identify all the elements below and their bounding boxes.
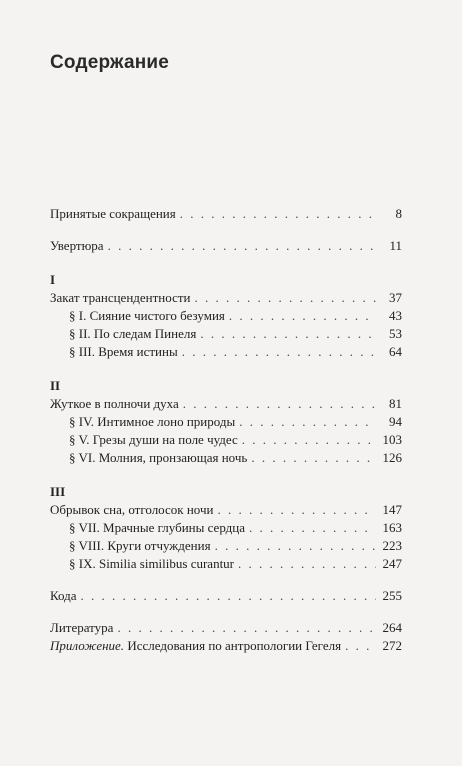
toc-page-number: 94 <box>389 414 402 429</box>
toc-entry-label: § II. По следам Пинеля <box>69 326 197 341</box>
leader-dots <box>242 431 376 449</box>
toc-entry-label: Литература <box>50 620 114 635</box>
toc-entry-section[interactable] <box>50 325 402 343</box>
leader-dots <box>81 587 376 605</box>
toc-page-number: 255 <box>382 588 402 603</box>
toc-entry-section[interactable] <box>50 537 402 555</box>
leader-dots <box>108 237 376 255</box>
toc-page-number: 163 <box>382 520 402 535</box>
leader-dots <box>117 619 376 637</box>
toc-entry-section[interactable] <box>50 449 402 467</box>
toc-entry-label: § IX. Similia similibus curantur <box>69 556 235 571</box>
toc-entry-label: Принятые сокращения <box>50 206 176 221</box>
toc-page-number: 223 <box>382 538 402 553</box>
part-heading: III <box>50 484 66 499</box>
appendix-prefix: Приложение. <box>50 638 125 653</box>
toc-page-number: 43 <box>389 308 402 323</box>
toc-entry-section[interactable] <box>50 555 402 573</box>
toc-entry-label: § IV. Интимное лоно природы <box>69 414 236 429</box>
part-heading: II <box>50 378 61 393</box>
toc-entry-label: § VI. Молния, пронзающая ночь <box>69 450 248 465</box>
toc-page-number: 37 <box>389 290 402 305</box>
toc-entry-section[interactable] <box>50 431 402 449</box>
leader-dots <box>238 555 376 573</box>
toc-entry-label: § I. Сияние чистого безумия <box>69 308 225 323</box>
leader-dots <box>183 395 376 413</box>
leader-dots <box>215 537 376 555</box>
toc-entry-appendix[interactable] <box>50 637 402 655</box>
toc-page-number: 11 <box>389 238 402 253</box>
appendix-title: Исследования по антропологии Гегеля <box>124 638 342 653</box>
toc-page-number: 81 <box>389 396 402 411</box>
toc-entry-label: § III. Время истины <box>69 344 178 359</box>
toc-entry-coda[interactable] <box>50 587 402 605</box>
toc-entry-label: § VII. Мрачные глубины сердца <box>69 520 245 535</box>
toc-entry-chapter[interactable] <box>50 501 402 519</box>
toc-page-number: 147 <box>382 502 402 517</box>
toc-page-number: 53 <box>389 326 402 341</box>
toc-entry-label: Кода <box>50 588 77 603</box>
toc-entry-label: Жуткое в полночи духа <box>50 396 179 411</box>
toc-page-number: 272 <box>382 638 402 653</box>
toc-entry-label: Обрывок сна, отголосок ночи <box>50 502 214 517</box>
leader-dots <box>217 501 376 519</box>
leader-dots <box>180 205 376 223</box>
toc-entry-label: § V. Грезы души на поле чудес <box>69 432 238 447</box>
toc-page-number: 103 <box>382 432 402 447</box>
leader-dots <box>239 413 376 431</box>
toc-entry-label: Закат трансцендентности <box>50 290 191 305</box>
toc-entry-chapter[interactable] <box>50 395 402 413</box>
toc-entry-section[interactable] <box>50 413 402 431</box>
toc-entry-chapter[interactable] <box>50 289 402 307</box>
toc-page-number: 126 <box>382 450 402 465</box>
toc-entry-label: § VIII. Круги отчуждения <box>69 538 211 553</box>
toc-entry-section[interactable] <box>50 343 402 361</box>
toc-entry-section[interactable] <box>50 519 402 537</box>
toc-page-number: 247 <box>382 556 402 571</box>
page-title: Содержание <box>50 52 170 73</box>
part-heading: I <box>50 272 56 287</box>
toc-entry-section[interactable] <box>50 307 402 325</box>
leader-dots <box>182 343 376 361</box>
toc-entry-overture[interactable] <box>50 237 402 255</box>
toc-entry-label: Увертюра <box>50 238 104 253</box>
leader-dots <box>195 289 377 307</box>
toc-entry-label <box>50 637 341 655</box>
toc-page-number: 8 <box>395 206 402 221</box>
leader-dots <box>249 519 376 537</box>
leader-dots <box>251 449 376 467</box>
leader-dots <box>200 325 376 343</box>
table-of-contents <box>50 205 402 655</box>
toc-entry-abbreviations[interactable] <box>50 205 402 223</box>
toc-entry-literature[interactable] <box>50 619 402 637</box>
toc-page-number: 64 <box>389 344 402 359</box>
leader-dots <box>345 637 376 655</box>
toc-page-number: 264 <box>382 620 402 635</box>
leader-dots <box>229 307 376 325</box>
